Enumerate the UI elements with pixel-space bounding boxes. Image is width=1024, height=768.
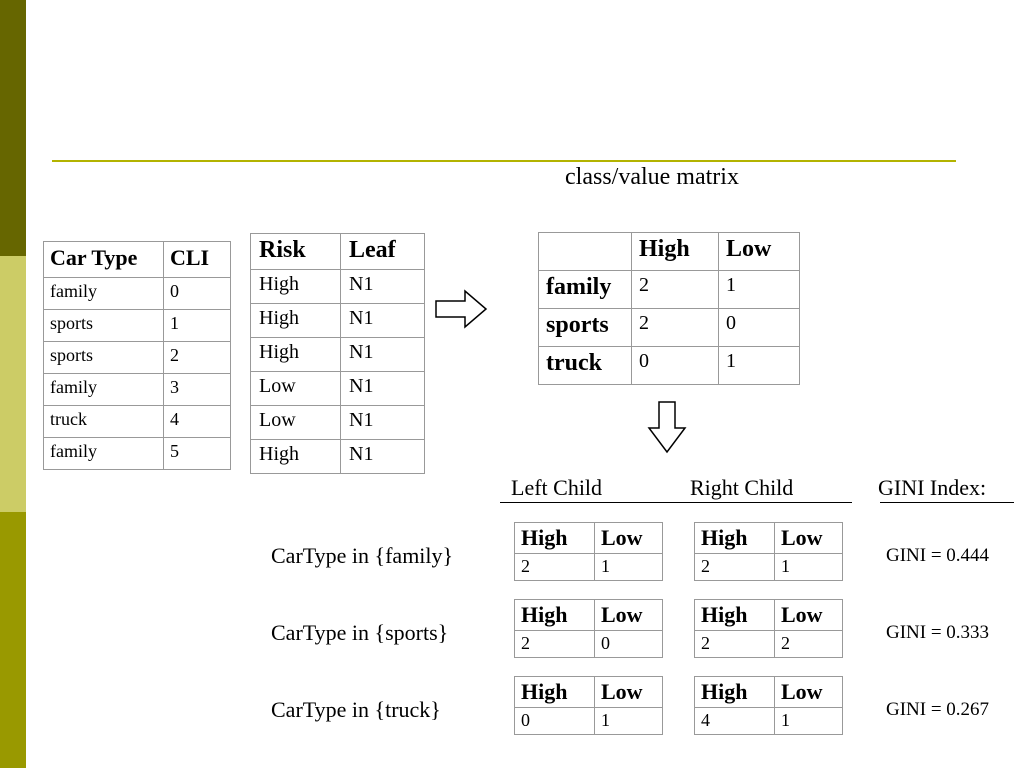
table-row xyxy=(515,708,663,735)
table-row xyxy=(539,309,800,347)
right-child-header: Right Child xyxy=(690,475,794,500)
gini-value-sports: GINI = 0.333 xyxy=(886,622,990,643)
table-header-row xyxy=(695,600,843,631)
gini-header-rule xyxy=(880,502,1014,503)
table-header-row xyxy=(251,234,425,270)
table-header-row xyxy=(695,677,843,708)
table-cell: 1 xyxy=(164,310,231,342)
table-cell: N1 xyxy=(341,338,425,372)
table-cell: 0 xyxy=(632,347,719,385)
table-header-row xyxy=(515,600,663,631)
table-cell: N1 xyxy=(341,304,425,338)
table-row xyxy=(44,342,231,374)
right-child-table xyxy=(694,599,843,658)
left-child-header: Left Child xyxy=(511,475,603,500)
table-cell: N1 xyxy=(341,440,425,474)
table-cell: Low xyxy=(251,406,341,440)
table-cell: 1 xyxy=(719,347,800,385)
table-header-row xyxy=(515,523,663,554)
table-cell: 2 xyxy=(164,342,231,374)
table-cell: 2 xyxy=(632,271,719,309)
table-row xyxy=(695,708,843,735)
gini-value-truck: GINI = 0.267 xyxy=(886,699,990,720)
table-cell: 2 xyxy=(515,554,595,581)
right-arrow-icon xyxy=(434,289,488,329)
table-row xyxy=(44,438,231,470)
table-cell: 1 xyxy=(775,554,843,581)
table-cell: sports xyxy=(44,310,164,342)
split-label-sports: CarType in {sports} xyxy=(271,620,449,645)
column-header: Low xyxy=(595,600,663,631)
matrix-caption: class/value matrix xyxy=(565,164,739,190)
column-header: Car Type xyxy=(44,242,164,278)
left-child-table xyxy=(514,676,663,735)
table-cell: N1 xyxy=(341,270,425,304)
table-row xyxy=(251,338,425,372)
gini-index-header: GINI Index: xyxy=(878,475,987,500)
table-cell: 2 xyxy=(775,631,843,658)
column-header: High xyxy=(515,677,595,708)
table-row xyxy=(44,374,231,406)
table-cell: truck xyxy=(44,406,164,438)
table-cell: 1 xyxy=(595,554,663,581)
table-cell: family xyxy=(44,438,164,470)
table-cell: 2 xyxy=(632,309,719,347)
column-header: High xyxy=(515,600,595,631)
table-cell: High xyxy=(251,304,341,338)
table-cell: N1 xyxy=(341,372,425,406)
table-cell: Low xyxy=(251,372,341,406)
table-cell: 0 xyxy=(515,708,595,735)
table-cell: 2 xyxy=(695,554,775,581)
table-cell: High xyxy=(251,338,341,372)
row-header: sports xyxy=(539,309,632,347)
table-cell: 4 xyxy=(164,406,231,438)
column-header: Low xyxy=(595,677,663,708)
table-row xyxy=(539,271,800,309)
split-label-family: CarType in {family} xyxy=(271,543,454,568)
column-header: Low xyxy=(775,600,843,631)
table-cell: family xyxy=(44,374,164,406)
right-child-table xyxy=(694,522,843,581)
column-header: Low xyxy=(775,677,843,708)
car-type-table xyxy=(43,241,231,470)
class-value-matrix xyxy=(538,232,800,385)
left-child-table xyxy=(514,599,663,658)
right-child-table xyxy=(694,676,843,735)
gini-value-family: GINI = 0.444 xyxy=(886,545,990,566)
table-cell: sports xyxy=(44,342,164,374)
decor-bar-middle xyxy=(0,256,26,512)
table-row xyxy=(44,278,231,310)
table-row xyxy=(44,406,231,438)
table-cell: N1 xyxy=(341,406,425,440)
children-header-rule xyxy=(500,502,852,503)
table-row xyxy=(539,347,800,385)
column-header: High xyxy=(632,233,719,271)
table-cell: 2 xyxy=(515,631,595,658)
table-cell: 1 xyxy=(775,708,843,735)
column-header xyxy=(539,233,632,271)
down-arrow-icon xyxy=(647,400,687,454)
left-child-table xyxy=(514,522,663,581)
row-header: truck xyxy=(539,347,632,385)
table-row xyxy=(251,372,425,406)
column-header: High xyxy=(695,677,775,708)
table-cell: 4 xyxy=(695,708,775,735)
table-header-row xyxy=(695,523,843,554)
table-row xyxy=(695,554,843,581)
table-row xyxy=(515,554,663,581)
table-cell: 1 xyxy=(719,271,800,309)
column-header: Leaf xyxy=(341,234,425,270)
table-header-row xyxy=(44,242,231,278)
decor-bar-bottom xyxy=(0,512,26,768)
table-row xyxy=(44,310,231,342)
column-header: High xyxy=(695,523,775,554)
table-row xyxy=(251,440,425,474)
table-header-row xyxy=(539,233,800,271)
column-header: CLI xyxy=(164,242,231,278)
table-row xyxy=(515,631,663,658)
column-header: High xyxy=(695,600,775,631)
column-header: Low xyxy=(719,233,800,271)
table-header-row xyxy=(515,677,663,708)
table-row xyxy=(251,270,425,304)
table-cell: High xyxy=(251,270,341,304)
table-row xyxy=(251,406,425,440)
column-header: Low xyxy=(595,523,663,554)
column-header: Risk xyxy=(251,234,341,270)
risk-leaf-table xyxy=(250,233,425,474)
table-cell: 0 xyxy=(719,309,800,347)
table-row xyxy=(695,631,843,658)
row-header: family xyxy=(539,271,632,309)
decor-bar-top xyxy=(0,0,26,256)
table-cell: 0 xyxy=(595,631,663,658)
split-label-truck: CarType in {truck} xyxy=(271,697,441,722)
table-cell: 0 xyxy=(164,278,231,310)
title-rule xyxy=(52,160,956,162)
table-row xyxy=(251,304,425,338)
table-cell: High xyxy=(251,440,341,474)
table-cell: 2 xyxy=(695,631,775,658)
table-cell: family xyxy=(44,278,164,310)
table-cell: 1 xyxy=(595,708,663,735)
table-cell: 3 xyxy=(164,374,231,406)
table-cell: 5 xyxy=(164,438,231,470)
column-header: High xyxy=(515,523,595,554)
column-header: Low xyxy=(775,523,843,554)
